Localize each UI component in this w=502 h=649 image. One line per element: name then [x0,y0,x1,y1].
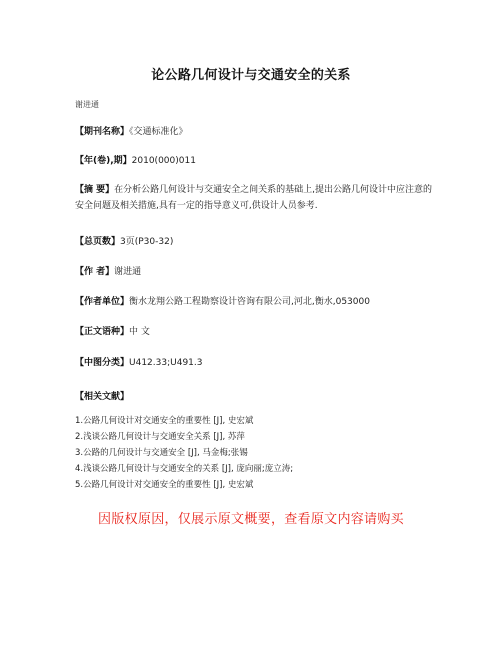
language-field [75,324,435,340]
affiliation-value: 衡水龙翔公路工程勘察设计咨询有限公司,河北,衡水,053000 [129,297,370,307]
abstract-label: 【摘 要】 [75,185,115,195]
references-list [75,413,455,493]
author-name: 谢进通 [75,100,99,109]
authors-label: 【作 者】 [75,267,115,277]
classification-label: 【中图分类】 [75,358,130,368]
language-value: 中 文 [129,327,150,337]
year-value: 2010(000)011 [131,156,196,166]
reference-item[interactable]: 2.浅谈公路几何设计与交通安全关系 [J], 苏萍 [75,432,245,442]
journal-label: 【期刊名称】 [75,127,130,137]
year-field [75,153,435,169]
affiliation-label: 【作者单位】 [75,297,130,307]
abstract-field [75,182,435,214]
year-label: 【年(卷),期】 [75,156,132,166]
copyright-notice: 因版权原因，仅展示原文概要，查看原文内容请购买 [98,512,404,527]
pages-field [75,234,435,250]
classification-field [75,355,435,371]
document-title: 论公路几何设计与交通安全的关系 [151,68,351,83]
journal-value: 《交通标准化》 [129,127,188,137]
reference-item[interactable]: 4.浅谈公路几何设计与交通安全的关系 [J], 庞向丽;庞立涛; [75,464,294,474]
pages-value: 3页(P30-32) [120,237,174,247]
authors-value: 谢进通 [114,267,142,277]
abstract-value: 在分析公路几何设计与交通安全之间关系的基础上,提出公路几何设计中应注意的安全问题及相关措施,具有一定的指导意义可,供设计人员参考. [75,185,433,211]
journal-field [75,124,435,140]
affiliation-field [75,294,435,310]
reference-item[interactable]: 3.公路的几何设计与交通安全 [J], 马金梅;张锡 [75,448,248,458]
reference-item[interactable]: 1.公路几何设计对交通安全的重要性 [J], 史宏斌 [75,416,254,426]
language-label: 【正文语种】 [75,327,130,337]
authors-field [75,264,435,280]
pages-label: 【总页数】 [75,237,121,247]
classification-value: U412.33;U491.3 [129,358,203,368]
reference-item[interactable]: 5.公路几何设计对交通安全的重要性 [J], 史宏斌 [75,480,254,490]
references-heading: 【相关文献】 [75,392,130,402]
